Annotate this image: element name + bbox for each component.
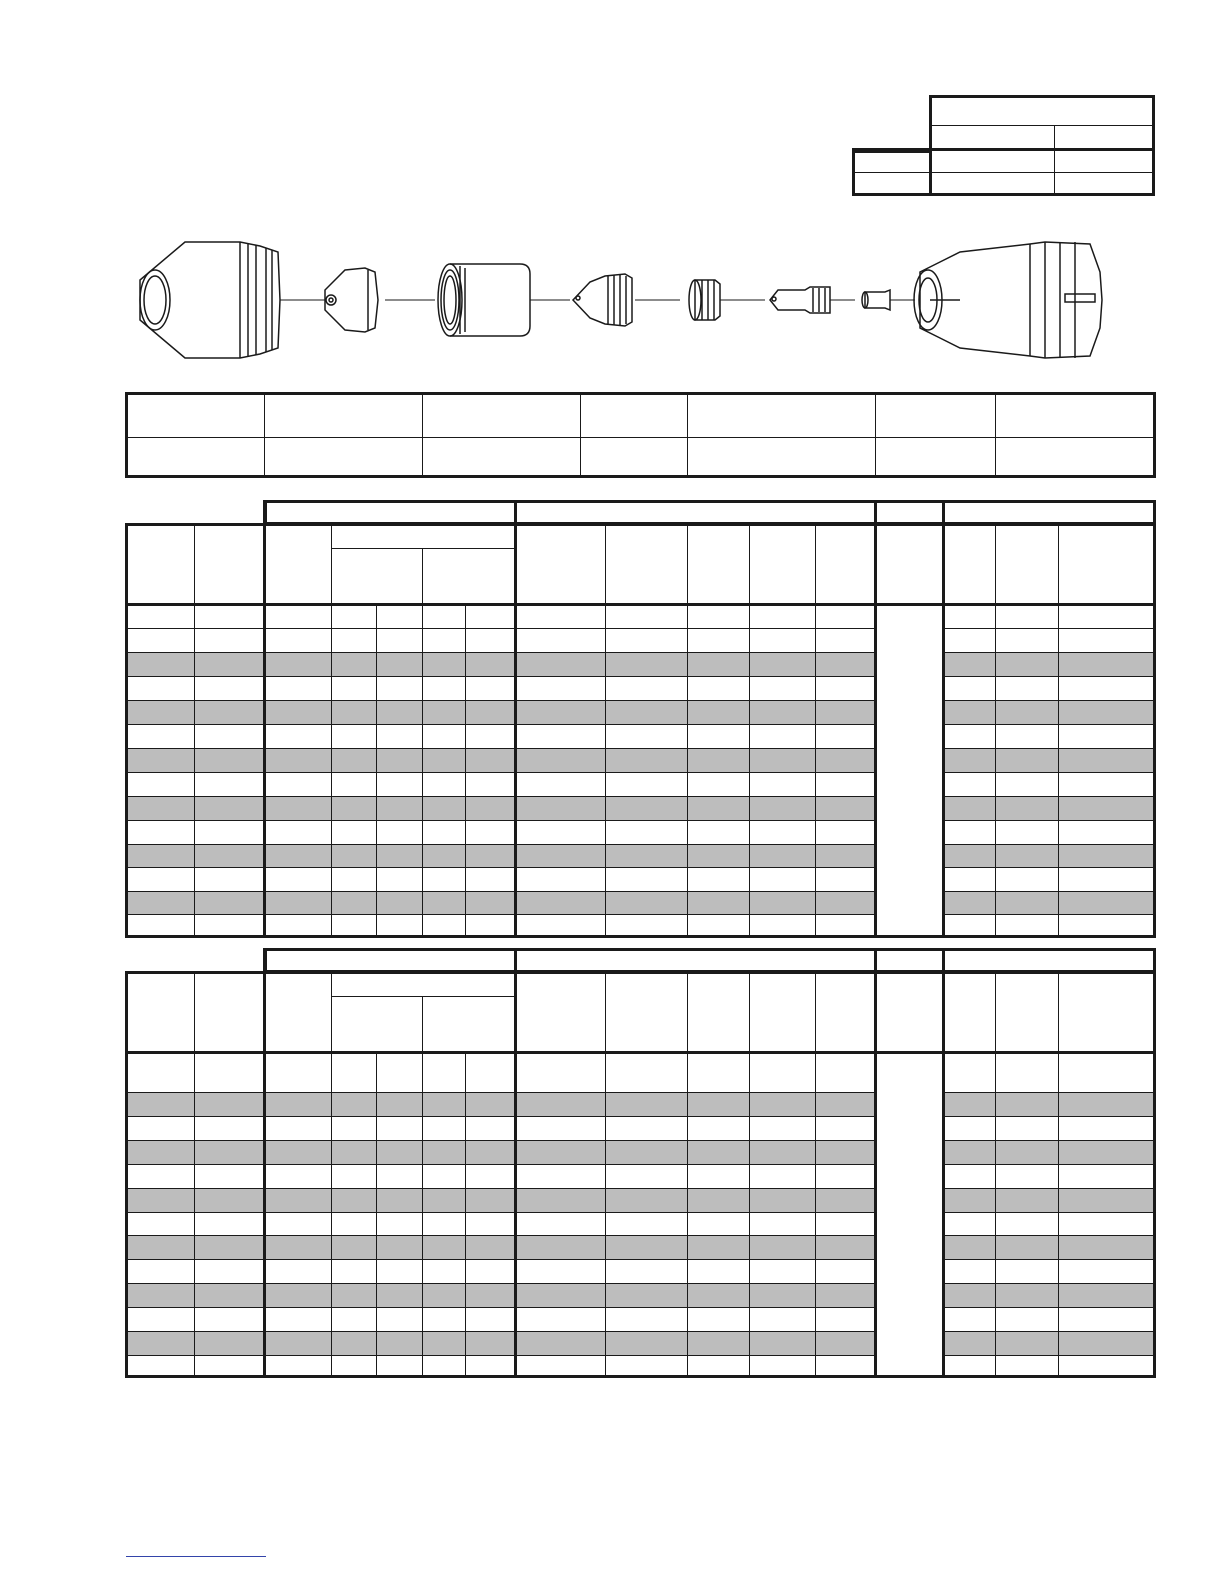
pn-col-5 <box>875 393 876 477</box>
row-line <box>125 1235 875 1236</box>
group-divider <box>514 948 517 1378</box>
group-divider <box>874 500 877 938</box>
part-numbers-row-divider <box>125 437 1156 438</box>
row-line <box>943 796 1156 797</box>
deflector-icon <box>325 268 378 332</box>
row-line <box>943 676 1156 677</box>
row-line <box>943 628 1156 629</box>
group-divider <box>514 500 517 938</box>
column-line <box>995 973 996 1378</box>
chart-frame <box>125 525 1156 938</box>
group-divider <box>263 948 266 1378</box>
row-line <box>943 1188 1156 1189</box>
row-line <box>125 820 875 821</box>
column-line <box>815 525 816 938</box>
row-line <box>943 1355 1156 1356</box>
row-line <box>125 1283 875 1284</box>
column-line <box>687 973 688 1378</box>
header-base-line <box>125 1051 1156 1054</box>
row-line <box>943 1331 1156 1332</box>
row-line <box>125 700 875 701</box>
column-line <box>749 525 750 938</box>
nozzle-icon <box>573 274 632 326</box>
row-line <box>125 844 875 845</box>
subheader-line <box>331 996 515 997</box>
row-line <box>125 628 875 629</box>
pn-col-3 <box>580 393 581 477</box>
row-line <box>125 772 875 773</box>
row-line <box>125 1116 875 1117</box>
row-line <box>125 796 875 797</box>
row-line <box>943 1259 1156 1260</box>
summary-divider-2 <box>852 148 1155 151</box>
row-line <box>943 724 1156 725</box>
row-line <box>125 724 875 725</box>
row-line <box>943 820 1156 821</box>
chart-frame <box>125 973 1156 1378</box>
summary-col-divider <box>1054 126 1055 196</box>
column-line <box>422 996 423 1378</box>
row-line <box>943 844 1156 845</box>
column-line <box>605 973 606 1378</box>
row-line <box>125 1355 875 1356</box>
row-line <box>943 1092 1156 1093</box>
pn-col-6 <box>995 393 996 477</box>
water-tube-icon <box>862 290 890 310</box>
group-divider <box>263 500 266 938</box>
group-divider <box>942 948 945 1378</box>
row-line <box>125 1188 875 1189</box>
column-line <box>422 548 423 938</box>
row-line <box>943 867 1156 868</box>
parts-diagram <box>130 232 1110 362</box>
column-line <box>1058 525 1059 938</box>
shield-cap-icon <box>140 242 280 358</box>
column-line <box>815 973 816 1378</box>
row-line <box>125 891 875 892</box>
electrode-icon <box>770 287 830 313</box>
row-line <box>125 914 875 915</box>
row-line <box>125 652 875 653</box>
row-line <box>943 1307 1156 1308</box>
column-line <box>465 1052 466 1378</box>
pn-col-1 <box>264 393 265 477</box>
column-line <box>605 525 606 938</box>
row-line <box>125 1331 875 1332</box>
row-line <box>125 1140 875 1141</box>
row-line <box>943 1140 1156 1141</box>
row-line <box>943 772 1156 773</box>
header-base-line <box>125 603 1156 606</box>
column-line <box>331 525 332 938</box>
torch-body-icon <box>914 242 1102 358</box>
row-line <box>943 1283 1156 1284</box>
column-line <box>376 1052 377 1378</box>
column-line <box>194 525 195 938</box>
row-line <box>125 748 875 749</box>
column-line <box>194 973 195 1378</box>
pn-col-4 <box>687 393 688 477</box>
summary-table-row-labels <box>852 150 932 196</box>
column-line <box>331 973 332 1378</box>
row-line <box>943 1164 1156 1165</box>
footer-link-underline[interactable] <box>126 1556 266 1557</box>
row-line <box>943 1235 1156 1236</box>
summary-table-frame <box>929 95 1155 196</box>
row-line <box>943 891 1156 892</box>
summary-divider-3 <box>852 172 1155 173</box>
row-line <box>943 700 1156 701</box>
row-line <box>943 652 1156 653</box>
part-numbers-frame <box>125 392 1156 478</box>
row-line <box>943 1116 1156 1117</box>
row-line <box>943 1212 1156 1213</box>
row-line <box>125 1092 875 1093</box>
row-line <box>125 1164 875 1165</box>
retaining-cap-icon <box>438 264 530 336</box>
pn-col-2 <box>422 393 423 477</box>
group-header-base <box>125 971 1156 974</box>
column-line <box>465 604 466 938</box>
group-divider <box>874 948 877 1378</box>
summary-divider-1 <box>929 125 1155 126</box>
group-divider <box>942 500 945 938</box>
column-line <box>1058 973 1059 1378</box>
row-line <box>125 867 875 868</box>
group-header-bar <box>264 948 1156 973</box>
row-line <box>125 1307 875 1308</box>
group-header-base <box>125 523 1156 526</box>
row-line <box>125 676 875 677</box>
row-line <box>125 1259 875 1260</box>
swirl-ring-icon <box>689 280 720 320</box>
column-line <box>687 525 688 938</box>
group-header-bar <box>264 500 1156 525</box>
subheader-line <box>331 548 515 549</box>
column-line <box>376 604 377 938</box>
row-line <box>943 914 1156 915</box>
row-line <box>943 748 1156 749</box>
column-line <box>749 973 750 1378</box>
column-line <box>995 525 996 938</box>
row-line <box>125 1212 875 1213</box>
